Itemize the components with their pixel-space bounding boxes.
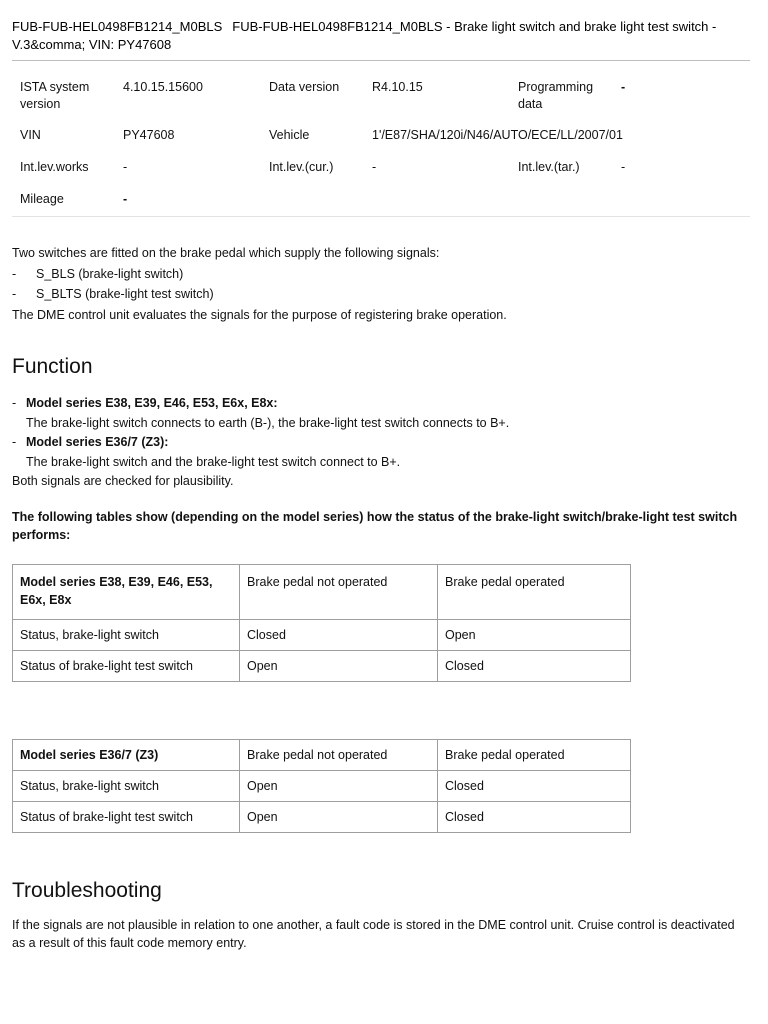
model-series-e36-text: The brake-light switch and the brake-light test switch connect to B+. <box>26 454 401 469</box>
status-table-e36 <box>12 739 631 833</box>
table-row <box>13 801 631 832</box>
table-header-cell: Brake pedal operated <box>438 739 631 770</box>
list-dash: - <box>12 287 17 301</box>
signal-item-bls: S_BLS (brake-light switch) <box>36 266 184 281</box>
intlev-works-label: Int.lev.works <box>20 160 89 174</box>
document-header <box>12 18 750 61</box>
table-row <box>13 619 631 650</box>
table-cell: Status of brake-light test switch <box>13 650 240 681</box>
table-header-cell: Brake pedal operated <box>438 564 631 619</box>
list-dash: - <box>12 266 17 281</box>
table-header-cell: Brake pedal not operated <box>240 564 438 619</box>
table-cell: Closed <box>438 801 631 832</box>
list-item <box>12 394 750 433</box>
list-item <box>12 433 750 472</box>
data-version-label: Data version <box>269 80 340 94</box>
intlev-cur-label: Int.lev.(cur.) <box>269 160 334 174</box>
model-series-e38-heading: Model series E38, E39, E46, E53, E6x, E8x: <box>26 396 278 410</box>
table-row <box>13 650 631 681</box>
signal-item-blts: S_BLTS (brake-light test switch) <box>36 287 214 301</box>
intlev-tar-value: - <box>621 160 626 174</box>
vin-value: PY47608 <box>123 128 175 142</box>
table-header-cell: Model series E36/7 (Z3) <box>13 739 240 770</box>
table-cell: Open <box>240 650 438 681</box>
info-row <box>12 120 750 152</box>
table-cell: Closed <box>240 619 438 650</box>
list-dash: - <box>12 396 17 410</box>
table-header-cell: Brake pedal not operated <box>240 739 438 770</box>
tables-intro-text: The following tables show (depending on the model series) how the status of the brake-light switch/brake-light test switch performs: <box>12 509 738 542</box>
mileage-value: - <box>123 192 128 206</box>
mileage-label: Mileage <box>20 192 64 206</box>
header-title-part1: FUB-FUB-HEL0498FB1214_M0BLS <box>12 19 223 34</box>
table-header-cell: Model series E38, E39, E46, E53, E6x, E8x <box>13 564 240 619</box>
table-header-row <box>13 564 631 619</box>
intro-section <box>12 243 750 325</box>
info-row <box>12 184 750 217</box>
table-cell: Open <box>438 619 631 650</box>
info-row <box>12 73 750 120</box>
document-page <box>12 0 750 952</box>
model-series-e36-heading: Model series E36/7 (Z3): <box>26 435 169 449</box>
intlev-works-value: - <box>123 160 128 174</box>
troubleshooting-heading: Troubleshooting <box>12 878 162 902</box>
function-list <box>12 394 750 472</box>
list-dash: - <box>12 435 17 449</box>
data-version-value: R4.10.15 <box>372 80 423 94</box>
ista-version-value: 4.10.15.15600 <box>123 80 203 94</box>
vehicle-info-table <box>12 73 750 217</box>
intlev-tar-label: Int.lev.(tar.) <box>518 160 580 174</box>
table-header-row <box>13 739 631 770</box>
table-cell: Status of brake-light test switch <box>13 801 240 832</box>
header-title-part2: FUB-FUB-HEL0498FB1214_M0BLS - Brake light switch and brake light test switch - V.3&comma; VIN: PY47608 <box>12 19 717 52</box>
vehicle-label: Vehicle <box>269 128 310 142</box>
vin-label: VIN <box>20 128 41 142</box>
table-cell: Open <box>240 801 438 832</box>
plausibility-text: Both signals are checked for plausibility. <box>12 474 234 488</box>
model-series-e38-text: The brake-light switch connects to earth (B-), the brake-light test switch connects to B+. <box>26 415 510 430</box>
function-heading: Function <box>12 355 93 378</box>
status-table-e38 <box>12 564 631 682</box>
ista-version-label: ISTA system version <box>20 80 90 111</box>
table-cell: Status, brake-light switch <box>13 619 240 650</box>
list-item <box>12 264 750 285</box>
troubleshooting-text: If the signals are not plausible in relation to one another, a fault code is stored in the DME control unit. Cruise control is deactivated as a result of this fault code memory entry. <box>12 917 735 950</box>
intro-closing: The DME control unit evaluates the signals for the purpose of registering brake operation. <box>12 307 507 322</box>
info-row <box>12 152 750 184</box>
table-cell: Open <box>240 770 438 801</box>
table-cell: Status, brake-light switch <box>13 770 240 801</box>
table-cell: Closed <box>438 650 631 681</box>
programming-data-value: - <box>621 80 626 94</box>
list-item <box>12 284 750 305</box>
vehicle-value: 1'/E87/SHA/120i/N46/AUTO/ECE/LL/2007/01 <box>372 128 623 142</box>
intlev-cur-value: - <box>372 160 377 174</box>
programming-data-label: Programming data <box>518 80 594 111</box>
intro-lead: Two switches are fitted on the brake pedal which supply the following signals: <box>12 246 440 260</box>
table-cell: Closed <box>438 770 631 801</box>
table-row <box>13 770 631 801</box>
